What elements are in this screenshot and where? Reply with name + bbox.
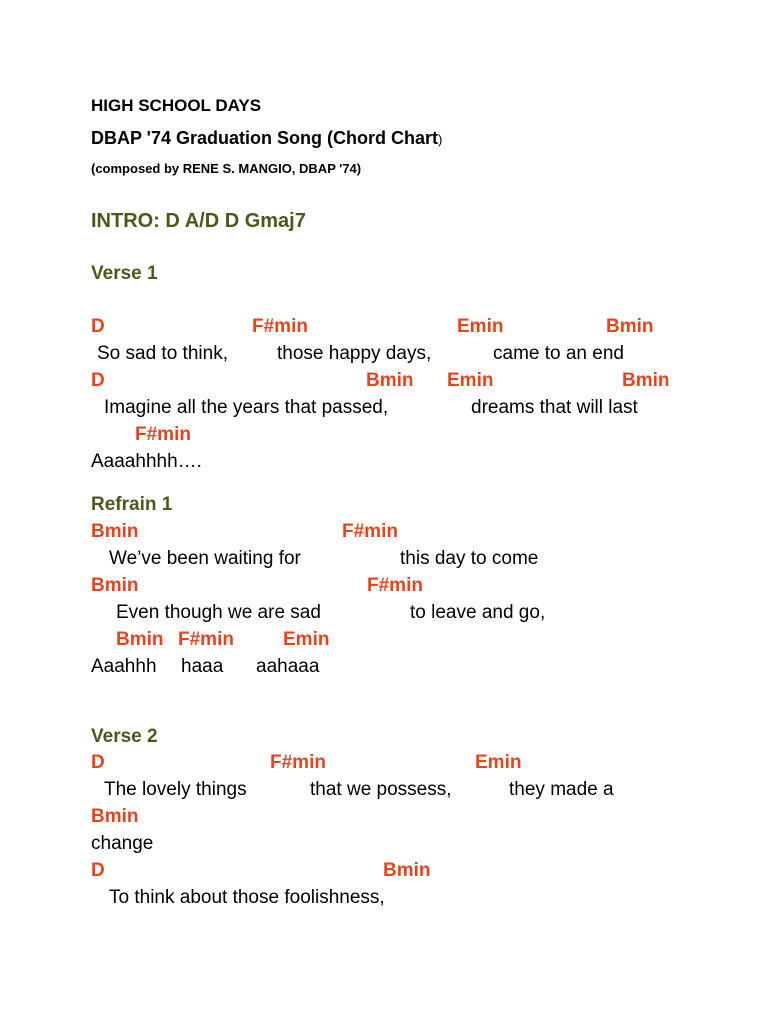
chord: D — [91, 752, 105, 773]
lyric-fragment: aahaaa — [256, 656, 320, 677]
verse2-lyric-line-2 — [0, 833, 768, 857]
song-subtitle-main: DBAP '74 Graduation Song (Chord Chart — [91, 128, 438, 148]
lyric-fragment: to leave and go, — [410, 602, 546, 623]
verse2-chord-line-2 — [0, 806, 768, 830]
lyric-fragment: haaa — [181, 656, 224, 677]
refrain1-chord-line-1 — [0, 521, 768, 545]
chord: Emin — [475, 752, 522, 773]
chord: Bmin — [91, 575, 139, 596]
chord: D — [91, 370, 105, 391]
verse1-lyric-line-3 — [0, 451, 768, 475]
lyric-fragment: they made a — [509, 779, 614, 800]
song-subtitle — [91, 128, 442, 149]
chord: Bmin — [91, 521, 139, 542]
refrain1-chord-line-3 — [0, 629, 768, 653]
chord: Emin — [457, 316, 504, 337]
lyric-fragment: change — [91, 833, 154, 854]
verse1-chord-line-2 — [0, 370, 768, 394]
verse2-lyric-line-1 — [0, 779, 768, 803]
chord: F#min — [270, 752, 326, 773]
chord: Bmin — [366, 370, 414, 391]
verse2-chord-line-3 — [0, 860, 768, 884]
lyric-fragment: Even though we are sad — [116, 602, 321, 623]
refrain1-lyric-line-2 — [0, 602, 768, 626]
composer-credit: (composed by RENE S. MANGIO, DBAP '74) — [91, 161, 362, 176]
chord: D — [91, 316, 105, 337]
refrain1-heading: Refrain 1 — [91, 494, 173, 515]
verse1-lyric-line-2 — [0, 397, 768, 421]
lyric-fragment: dreams that will last — [471, 397, 638, 418]
chord: Bmin — [622, 370, 670, 391]
song-title: HIGH SCHOOL DAYS — [91, 96, 262, 115]
chord: Bmin — [116, 629, 164, 650]
chord: Bmin — [91, 806, 139, 827]
chord: F#min — [178, 629, 234, 650]
verse1-heading: Verse 1 — [91, 263, 158, 284]
verse2-heading: Verse 2 — [91, 726, 158, 747]
lyric-fragment: Aaaahhhh…. — [91, 451, 202, 472]
chord: F#min — [135, 424, 191, 445]
lyric-fragment: those happy days, — [277, 343, 432, 364]
chord: D — [91, 860, 105, 881]
verse1-chord-line-1 — [0, 316, 768, 340]
lyric-fragment: To think about those foolishness, — [109, 887, 385, 908]
lyric-fragment: So sad to think, — [97, 343, 228, 364]
chord: F#min — [367, 575, 423, 596]
chord: Emin — [447, 370, 494, 391]
lyric-fragment: The lovely things — [104, 779, 247, 800]
chord: Bmin — [606, 316, 654, 337]
chord: F#min — [342, 521, 398, 542]
verse2-lyric-line-3 — [0, 887, 768, 911]
lyric-fragment: Aaahhh — [91, 656, 157, 677]
refrain1-chord-line-2 — [0, 575, 768, 599]
lyric-fragment: came to an end — [493, 343, 624, 364]
refrain1-lyric-line-3 — [0, 656, 768, 680]
refrain1-lyric-line-1 — [0, 548, 768, 572]
verse1-chord-line-3 — [0, 424, 768, 448]
verse1-lyric-line-1 — [0, 343, 768, 367]
chord: F#min — [252, 316, 308, 337]
lyric-fragment: that we possess, — [310, 779, 452, 800]
song-subtitle-paren: ) — [437, 132, 443, 147]
lyric-fragment: Imagine all the years that passed, — [104, 397, 389, 418]
lyric-fragment: this day to come — [400, 548, 539, 569]
verse2-chord-line-1 — [0, 752, 768, 776]
chord: Bmin — [383, 860, 431, 881]
intro-line: INTRO: D A/D D Gmaj7 — [91, 210, 306, 232]
chord: Emin — [283, 629, 330, 650]
lyric-fragment: We’ve been waiting for — [109, 548, 301, 569]
